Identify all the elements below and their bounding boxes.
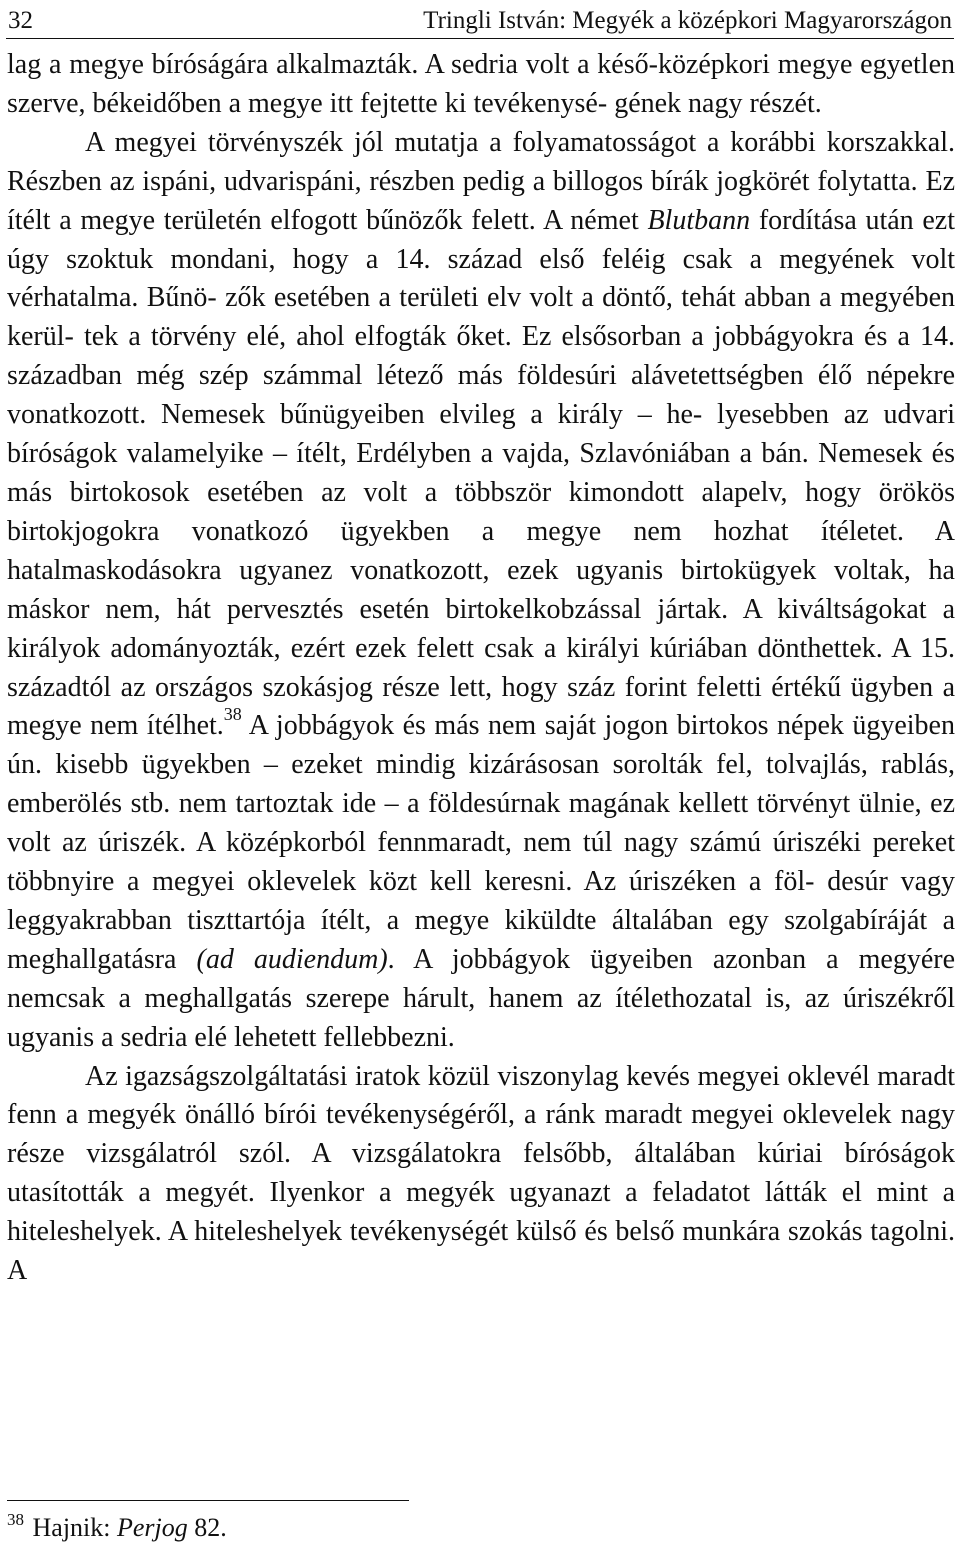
- text-line: felsőbb, általában kúriai bíróságok utasították a megyét. Ilyenkor a: [7, 1138, 956, 1209]
- text-line: többször kimondott alapelv, hogy örökös birtokjogokra vonatkozó: [7, 476, 955, 547]
- running-header: [8, 0, 952, 36]
- footnote-page: 82.: [194, 1513, 227, 1542]
- text-line: vonatkozott, ezek ugyanis birtokügyek voltak, ha máskor nem, hát: [7, 554, 955, 625]
- text-line: oklevél maradt fenn a megyék önálló bírói tevékenységéről, a ránk: [7, 1060, 955, 1131]
- text-line: kizárásosan sorolták fel, tolvajlás, rablás, emberölés stb. nem tartoztak: [7, 749, 955, 820]
- text-line: A megyei törvényszék jól mutatja a folyamatosságot a korábbi: [85, 126, 816, 158]
- text-line: bírák jogkörét folytatta. Ez ítélt a megye területén elfogott bűnözők: [7, 165, 956, 236]
- footnote-author: Hajnik:: [32, 1513, 111, 1542]
- footnote-title: Perjog: [117, 1513, 188, 1542]
- paragraph-3: [7, 1058, 955, 1291]
- paragraph-1: [7, 46, 955, 124]
- footnote-reference[interactable]: 38: [223, 704, 242, 725]
- text-line: jogon birtokos népek ügyeiben ún. kisebb ügyekben – ezeket mindig: [7, 710, 955, 781]
- text-line: lyesebben az udvari bíróságok valamelyike – ítélt, Erdélyben a vajda,: [7, 399, 955, 470]
- text-line: gének nagy részét.: [614, 87, 822, 119]
- italic-term: Blutbann: [647, 204, 751, 236]
- text-line: ügyeiben azonban a megyére nemcsak a meghallgatás szerepe hárult,: [7, 943, 956, 1014]
- text-line: fordítása után ezt úgy szoktuk mondani,: [7, 204, 956, 275]
- text-line: fellebbezni.: [323, 1021, 455, 1053]
- running-title: Tringli István: Megyék a középkori Magyarországon: [423, 7, 952, 34]
- text-line: 14. században még szép számmal létező más földesúri alávetettségben: [7, 321, 956, 392]
- text-line: adományozták, ezért ezek felett csak a királyi kúriában dönthettek. A: [110, 632, 910, 664]
- text-line: hogy a 14. század első feléig csak a megyének volt vérhatalma. Bűnö-: [7, 243, 955, 314]
- text-line: tek a törvény elé, ahol elfogták őket. Ez elsősorban a jobbágyokra és a: [84, 321, 910, 353]
- paragraph-2: [7, 124, 955, 1058]
- text-line: hanem az ítélethozatal is, az úriszékről ugyanis a sedria elé lehetett: [7, 982, 955, 1053]
- page-number: 32: [8, 7, 33, 34]
- text-line: ide – a földesúrnak magának kellett törvényt ülnie, ez volt az úriszék.: [7, 788, 956, 859]
- text-line: . A jobbágyok: [387, 943, 571, 975]
- footnote-rule: [7, 1500, 409, 1501]
- text-line: A középkorból fennmaradt, nem túl nagy számú úriszéki pereket: [195, 827, 955, 859]
- text-line: megyék ugyanazt a feladatot látták el mint a hiteleshelyek. A: [7, 1177, 955, 1248]
- footnote-number: 38: [7, 1510, 24, 1529]
- text-line: pervesztés esetén birtokelkobzással jártak. A kiváltságokat a királyok: [7, 593, 956, 664]
- text-line: hiteleshelyek tevékenységét külső és belső munkára szokás tagolni. A: [7, 1216, 956, 1287]
- italic-term: (ad audiendum): [196, 943, 388, 975]
- text-line: desúr vagy leggyakrabban tiszttartója ítélt, a megye kiküldte általában: [7, 866, 955, 936]
- text-line: A jobbágyok és más nem saját: [248, 710, 596, 742]
- text-line: egy szolgabíráját a meghallgatásra: [7, 904, 956, 975]
- text-line: ügyekben a megye nem hozhat ítéletet. A hatalmaskodásokra ugyanez: [7, 515, 955, 586]
- text-line: A német: [542, 204, 639, 236]
- text-line: többnyire a megyei oklevelek közt kell keresni. Az úriszéken a föl-: [7, 866, 815, 898]
- text-line: Szlavóniában a bán. Nemesek és más birtokosok esetében az volt a: [7, 438, 955, 508]
- text-line: lag a megye bíróságára alkalmazták. A sedria volt a késő-középkori: [7, 49, 770, 80]
- body-text: [7, 46, 955, 1291]
- text-line: maradt megyei oklevelek nagy része vizsgálatról szól. A vizsgálatokra: [7, 1099, 956, 1170]
- text-line: értékű ügyben a megye nem ítélhet.: [7, 671, 955, 742]
- text-line: élő népekre vonatkozott. Nemesek bűnügyeiben elvileg a király – he-: [7, 360, 955, 431]
- header-rule: [6, 38, 954, 39]
- text-line: zők esetében a területi elv volt a döntő, tehát abban a megyében kerül-: [7, 282, 956, 353]
- text-line: megye egyetlen szerve, békeidőben a megye itt fejtette ki tevékenysé-: [7, 49, 956, 119]
- footnote: [7, 1512, 227, 1544]
- text-line: 15. századtól az országos szokásjog része lett, hogy száz forint feletti: [7, 632, 955, 703]
- text-line: korszakkal. Részben az ispáni, udvarispáni, részben pedig a billogos: [7, 126, 956, 197]
- text-line: Az igazságszolgáltatási iratok közül viszonylag kevés megyei: [85, 1060, 780, 1092]
- text-line: felett.: [471, 204, 536, 236]
